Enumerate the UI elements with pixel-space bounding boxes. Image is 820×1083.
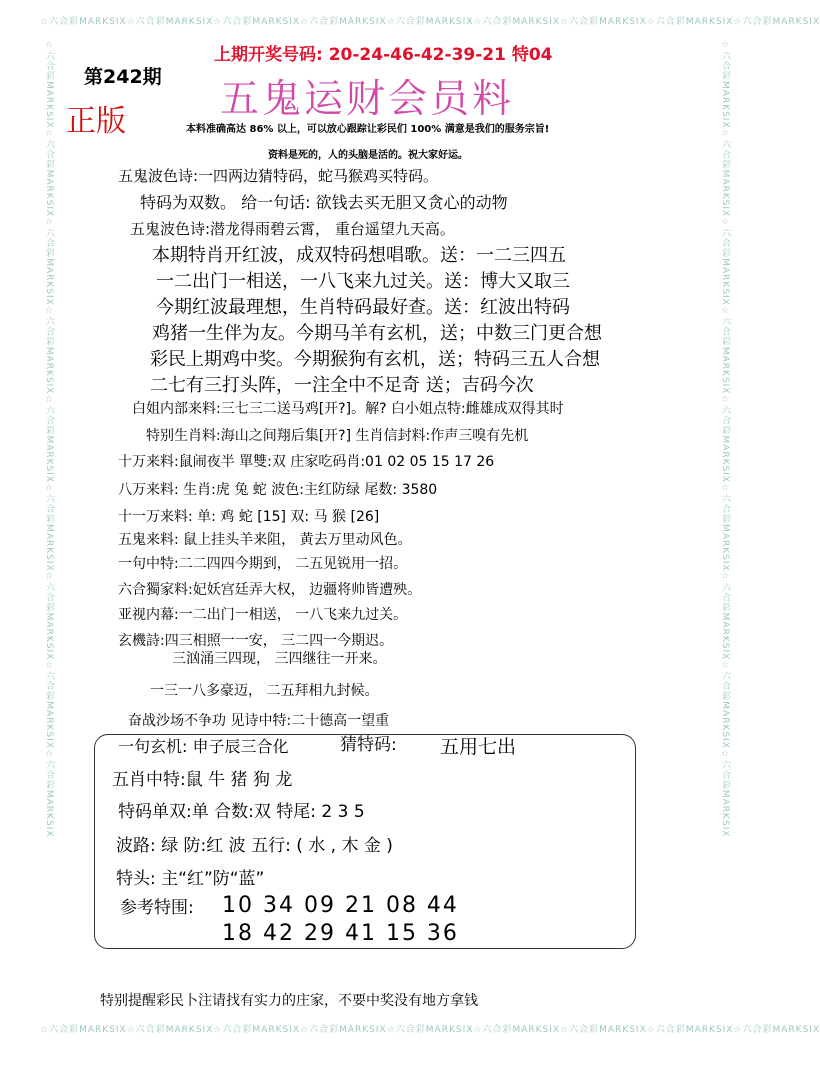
box-line: 特头: 主“红”防“蓝”: [116, 869, 265, 889]
text-line: 彩民上期鸡中奖。今期猴狗有玄机，送；特码三五人合想: [150, 349, 600, 370]
box-line: 参考特围:: [120, 898, 194, 918]
text-line: 今期红波最理想，生肖特码最好查。送：红波出特码: [156, 297, 570, 318]
text-line: 玄機詩:四三相照一一安， 三二四一今期迟。: [118, 633, 394, 649]
text-line: 五鬼波色诗:潜龙得雨碧云霄， 重台遥望九天高。: [130, 220, 455, 238]
box-line: 特码单双:单 合数:双 特尾: 2 3 5: [118, 802, 365, 822]
watermark-right: ☆六合彩MARKSIX☆六合彩MARKSIX☆六合彩MARKSIX☆六合彩MARKSIX☆六合彩MARKSIX☆六合彩MARKSIX☆六合彩MARKSIX☆六合彩MARKSIX☆六合彩MARKSIX: [720, 40, 730, 838]
text-line: 特码为双数。 给一句话: 欲钱去买无胆又贪心的动物: [140, 193, 508, 212]
text-line: 特别生肖料:海山之间翔后集[开?] 生肖信封料:作声三嗅有先机: [146, 428, 529, 444]
luck-note: 资料是死的，人的头脑是活的。祝大家好运。: [268, 150, 468, 161]
text-line: 鸡猪一生伴为友。今期马羊有玄机，送；中数三门更合想: [152, 323, 602, 344]
text-line: 十一万来料: 单: 鸡 蛇 [15] 双: 马 猴 [26]: [118, 509, 380, 525]
text-line: 三汹涌三四现， 三四继往一开来。: [172, 651, 387, 667]
text-line: 奋战沙场不争功 见诗中特:二十德高一望重: [128, 713, 390, 729]
watermark-left: ☆六合彩MARKSIX☆六合彩MARKSIX☆六合彩MARKSIX☆六合彩MARKSIX☆六合彩MARKSIX☆六合彩MARKSIX☆六合彩MARKSIX☆六合彩MARKSIX☆六合彩MARKSIX: [44, 40, 54, 838]
text-line: 本期特肖开红波，成双特码想唱歌。送：一二三四五: [152, 245, 566, 266]
text-line: 亚视内幕:一二出门一相送， 一八飞来九过关。: [118, 607, 408, 623]
last-draw-numbers: 上期开奖号码: 20-24-46-42-39-21 特04: [214, 45, 553, 65]
text-line: 一三一八多豪迈， 二五拜相九封候。: [150, 683, 379, 699]
text-line: 五鬼波色诗:一四两边猜特码，蛇马猴鸡买特码。: [118, 167, 439, 185]
reference-numbers-row: 18 42 29 41 15 36: [222, 921, 459, 946]
reference-numbers-row: 10 34 09 21 08 44: [222, 893, 459, 918]
text-line: 一句中特:二二四四今期到， 二五见锐用一招。: [118, 556, 408, 572]
text-line: 六合獨家料:妃妖宫廷弄大权， 边疆将帅皆遭殃。: [118, 582, 422, 598]
zhengban-label: 正版: [66, 104, 126, 139]
box-line: 猜特码:: [340, 735, 397, 755]
box-line: 波路: 绿 防:红 波 五行: ( 水 , 木 金 ): [116, 836, 393, 856]
text-line: 二七有三打头阵，一注全中不足奇 送；吉码今次: [150, 375, 534, 396]
text-line: 八万来料: 生肖:虎 兔 蛇 波色:主红防绿 尾数: 3580: [118, 482, 438, 498]
text-line: 十万来料:鼠闹夜半 單雙:双 庄家吃码肖:01 02 05 15 17 26: [118, 454, 495, 470]
main-title: 五鬼运财会员料: [220, 77, 515, 122]
box-line: 一句玄机: 申子辰三合化: [118, 737, 289, 756]
text-line: 五鬼来料: 鼠上挂头羊来阻， 黄去万里动风色。: [118, 532, 412, 548]
issue-number: 第242期: [84, 66, 162, 88]
watermark-top: ☆六合彩MARKSIX☆六合彩MARKSIX☆六合彩MARKSIX☆六合彩MARKSIX☆六合彩MARKSIX☆六合彩MARKSIX☆六合彩MARKSIX☆六合彩MARKSIX☆六合彩MARKSIX: [40, 17, 820, 27]
watermark-bottom: ☆六合彩MARKSIX☆六合彩MARKSIX☆六合彩MARKSIX☆六合彩MARKSIX☆六合彩MARKSIX☆六合彩MARKSIX☆六合彩MARKSIX☆六合彩MARKSIX☆六合彩MARKSIX: [40, 1025, 820, 1035]
accuracy-note: 本料准确高达 86% 以上，可以放心跟踪让彩民们 100% 满意是我们的服务宗旨!: [186, 124, 550, 135]
text-line: 白姐内部来料:三七三二送马鸡[开?]。解? 白小姐点特:雌雄成双得其时: [132, 401, 564, 417]
box-line: 五用七出: [440, 736, 517, 758]
box-line: 五肖中特:鼠 牛 猪 狗 龙: [112, 770, 293, 790]
footer-reminder: 特别提醒彩民卜注请找有实力的庄家，不要中奖没有地方拿钱: [100, 993, 478, 1009]
text-line: 一二出门一相送，一八飞来九过关。送：博大又取三: [156, 271, 570, 292]
